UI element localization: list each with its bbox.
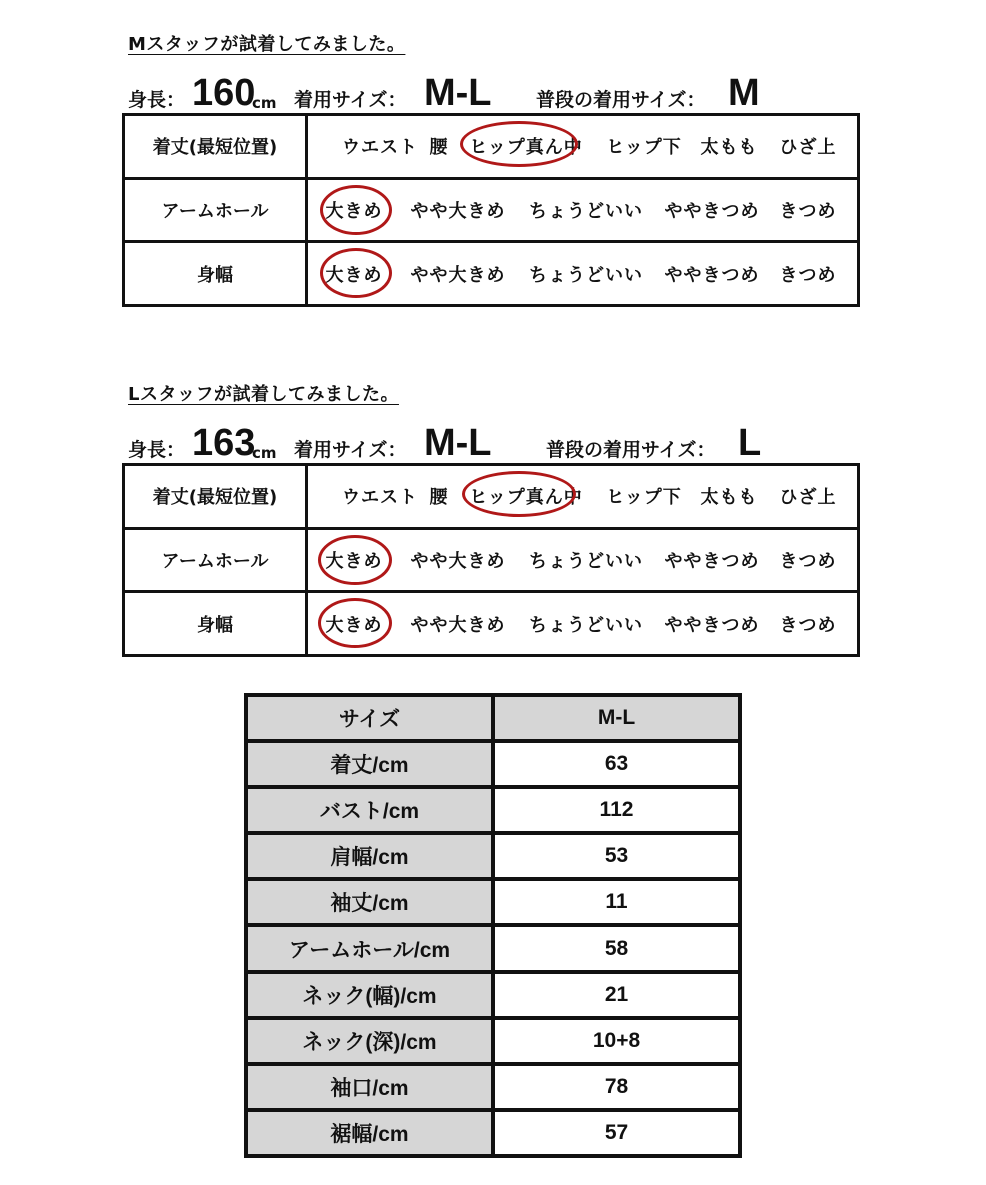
staff-title: Mスタッフが試着してみました。 <box>128 34 406 55</box>
option-thigh: 太もも <box>700 487 758 509</box>
height-label: 身長： <box>128 439 186 461</box>
fit-row-armhole <box>124 528 859 592</box>
size-header-value: M-L <box>493 695 740 741</box>
fit-row-length <box>124 115 859 179</box>
fit-row-body-width <box>124 592 859 656</box>
measure-label: 袖口/cm <box>246 1064 493 1110</box>
measure-label: 袖丈/cm <box>246 879 493 925</box>
fit-row-armhole <box>124 178 859 242</box>
row-header: 身幅 <box>124 242 307 306</box>
height-value: 160 <box>192 72 256 114</box>
usual-size-value: M <box>728 72 760 114</box>
option-slightly-loose: やや大きめ <box>410 200 506 222</box>
option-waist: ウエスト <box>342 487 418 509</box>
measure-value: 58 <box>493 925 740 971</box>
size-table-row <box>246 972 740 1018</box>
fit-table <box>122 463 860 657</box>
measure-label: 肩幅/cm <box>246 833 493 879</box>
option-below-hip: ヒップ下 <box>606 137 682 159</box>
staff-title: Lスタッフが試着してみました。 <box>128 384 399 405</box>
usual-size-label: 普段の着用サイズ： <box>546 439 716 461</box>
size-table-header-row <box>246 695 740 741</box>
wear-size-label: 着用サイズ： <box>294 439 407 461</box>
options-cell <box>307 242 859 306</box>
option-tight: きつめ <box>779 550 837 572</box>
option-tight: きつめ <box>779 264 837 286</box>
option-loose: 大きめ <box>325 264 383 286</box>
fit-row-length <box>124 465 859 529</box>
row-header: 着丈(最短位置) <box>124 465 307 529</box>
measure-label: バスト/cm <box>246 787 493 833</box>
measure-label: ネック(幅)/cm <box>246 972 493 1018</box>
option-just-right: ちょうどいい <box>529 200 643 222</box>
height-value: 163 <box>192 422 256 464</box>
height-unit: cm <box>252 94 277 112</box>
option-slightly-tight: ややきつめ <box>664 614 760 636</box>
measure-label: 着丈/cm <box>246 741 493 787</box>
wear-size-value: M-L <box>424 422 492 464</box>
option-loose: 大きめ <box>325 614 383 636</box>
option-just-right: ちょうどいい <box>529 614 643 636</box>
measure-label: 裾幅/cm <box>246 1110 493 1156</box>
measure-value: 53 <box>493 833 740 879</box>
option-hip-middle: ヒップ真ん中 <box>469 137 583 159</box>
usual-size-label: 普段の着用サイズ： <box>536 89 706 111</box>
wear-size-value: M-L <box>424 72 492 114</box>
options-cell <box>307 115 859 179</box>
option-slightly-tight: ややきつめ <box>664 264 760 286</box>
height-label: 身長： <box>128 89 186 111</box>
row-header: アームホール <box>124 178 307 242</box>
staff-block-l <box>122 380 860 670</box>
size-table-row <box>246 741 740 787</box>
options-cell <box>307 178 859 242</box>
measure-label: アームホール/cm <box>246 925 493 971</box>
fit-row-body-width <box>124 242 859 306</box>
size-table-row <box>246 925 740 971</box>
option-slightly-tight: ややきつめ <box>664 550 760 572</box>
measure-label: ネック(深)/cm <box>246 1018 493 1064</box>
size-table <box>244 693 742 1158</box>
measure-value: 11 <box>493 879 740 925</box>
measure-value: 78 <box>493 1064 740 1110</box>
option-below-hip: ヒップ下 <box>606 487 682 509</box>
option-slightly-loose: やや大きめ <box>410 614 506 636</box>
option-above-knee: ひざ上 <box>779 137 837 159</box>
height-unit: cm <box>252 444 277 462</box>
size-table-row <box>246 787 740 833</box>
row-header: 着丈(最短位置) <box>124 115 307 179</box>
option-loose: 大きめ <box>325 550 383 572</box>
option-slightly-loose: やや大きめ <box>410 264 506 286</box>
staff-block-m <box>122 30 860 320</box>
option-thigh: 太もも <box>700 137 758 159</box>
size-table-row <box>246 1110 740 1156</box>
row-header: アームホール <box>124 528 307 592</box>
options-cell <box>307 592 859 656</box>
option-hip-top: 腰 <box>429 487 449 509</box>
size-header-label: サイズ <box>246 695 493 741</box>
measure-value: 63 <box>493 741 740 787</box>
option-hip-top: 腰 <box>429 137 449 159</box>
option-just-right: ちょうどいい <box>529 264 643 286</box>
option-just-right: ちょうどいい <box>529 550 643 572</box>
size-table-row <box>246 1018 740 1064</box>
option-slightly-loose: やや大きめ <box>410 550 506 572</box>
size-table-row <box>246 879 740 925</box>
option-waist: ウエスト <box>342 137 418 159</box>
measure-value: 57 <box>493 1110 740 1156</box>
option-hip-middle: ヒップ真ん中 <box>469 487 583 509</box>
size-table-row <box>246 833 740 879</box>
fit-table <box>122 113 860 307</box>
size-table-row <box>246 1064 740 1110</box>
option-tight: きつめ <box>779 614 837 636</box>
usual-size-value: L <box>738 422 762 464</box>
options-cell <box>307 528 859 592</box>
wear-size-label: 着用サイズ： <box>294 89 407 111</box>
measure-value: 10+8 <box>493 1018 740 1064</box>
option-loose: 大きめ <box>325 200 383 222</box>
option-tight: きつめ <box>779 200 837 222</box>
option-slightly-tight: ややきつめ <box>664 200 760 222</box>
row-header: 身幅 <box>124 592 307 656</box>
measure-value: 21 <box>493 972 740 1018</box>
options-cell <box>307 465 859 529</box>
option-above-knee: ひざ上 <box>779 487 837 509</box>
measure-value: 112 <box>493 787 740 833</box>
